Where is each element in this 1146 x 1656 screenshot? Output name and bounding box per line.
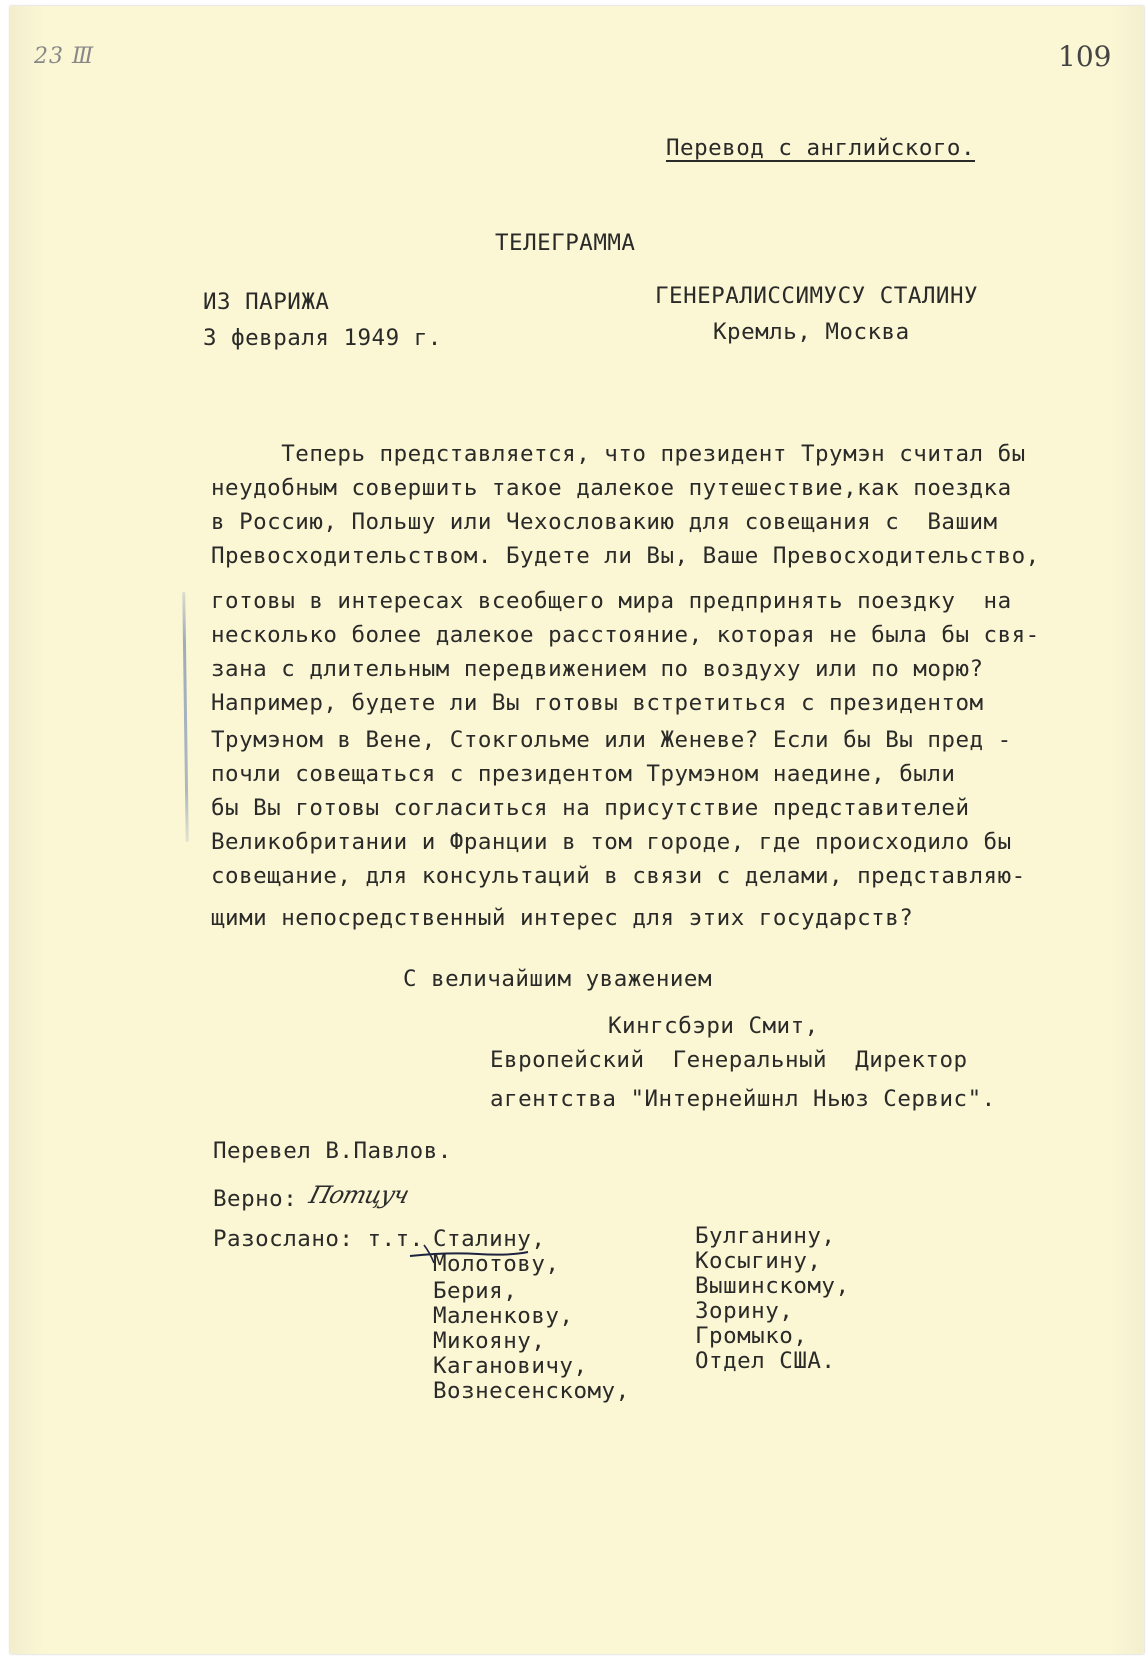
body-line: Великобритании и Франции в том городе, где происходило бы <box>211 829 1012 855</box>
recipient-item: Булганину, <box>695 1223 836 1249</box>
recipient-item: Вознесенскому, <box>433 1378 630 1404</box>
body-line: зана с длительным передвижением по воздуху или по морю? <box>211 656 984 682</box>
translator-line: Перевел В.Павлов. <box>213 1138 452 1164</box>
body-line: почли совещаться с президентом Трумэном наедине, были <box>211 761 956 787</box>
recipient-item: Громыко, <box>695 1323 808 1349</box>
recipient-item: Кагановичу, <box>433 1353 588 1379</box>
recipient-item: Маленкову, <box>433 1303 574 1329</box>
distribution-label: Разослано: т.т. <box>213 1226 424 1252</box>
signer-name: Кингсбэри Смит, <box>608 1013 819 1039</box>
recipient-item: Отдел США. <box>695 1348 836 1374</box>
translation-note: Перевод с английского. <box>666 135 976 161</box>
recipient-item: Зорину, <box>695 1298 794 1324</box>
signer-title: Европейский Генеральный Директор <box>490 1047 968 1073</box>
document-type: ТЕЛЕГРАММА <box>495 230 636 256</box>
body-line: готовы в интересах всеобщего мира предпринять поездку на <box>211 588 1012 614</box>
recipient-item: Микояну, <box>433 1328 546 1354</box>
body-line: неудобным совершить такое далекое путешествие,как поездка <box>211 475 1012 501</box>
recipient-item: Берия, <box>433 1278 518 1304</box>
archive-mark-top-left: 23 Ⅲ <box>34 44 95 69</box>
body-line: в Россию, Польшу или Чехословакию для совещания с Вашим <box>211 509 998 535</box>
verified-signature: Потцуч <box>306 1181 412 1209</box>
recipient-item: Молотову, <box>433 1251 560 1277</box>
verified-label: Верно: <box>213 1186 298 1212</box>
closing-salutation: С величайшим уважением <box>403 966 713 992</box>
body-line: Например, будете ли Вы готовы встретиться с президентом <box>211 690 984 716</box>
body-line: Превосходительством. Будете ли Вы, Ваше Превосходительство, <box>211 543 1040 569</box>
body-line: несколько более далекое расстояние, которая не была бы свя- <box>211 622 1040 648</box>
sender-location: ИЗ ПАРИЖА <box>203 289 330 315</box>
body-line: Теперь представляется, что президент Трумэн считал бы <box>211 441 1026 467</box>
body-line: совещание, для консультаций в связи с делами, представляю- <box>211 863 1026 889</box>
recipient-address: Кремль, Москва <box>713 319 910 345</box>
body-line: бы Вы готовы согласиться на присутствие представителей <box>211 795 970 821</box>
recipient-item: Косыгину, <box>695 1248 822 1274</box>
sender-date: 3 февраля 1949 г. <box>203 325 442 351</box>
recipient-item: Вышинскому, <box>695 1273 850 1299</box>
body-line: щими непосредственный интерес для этих государств? <box>211 905 914 931</box>
signer-agency: агентства "Интернейшнл Ньюз Сервис". <box>490 1086 996 1112</box>
recipient-name: ГЕНЕРАЛИССИМУСУ СТАЛИНУ <box>655 283 979 309</box>
recipient-item: Сталину, <box>433 1226 546 1252</box>
body-line: Трумэном в Вене, Стокгольме или Женеве? Если бы Вы пред - <box>211 727 1012 753</box>
archive-page-number: 109 <box>1058 40 1112 73</box>
